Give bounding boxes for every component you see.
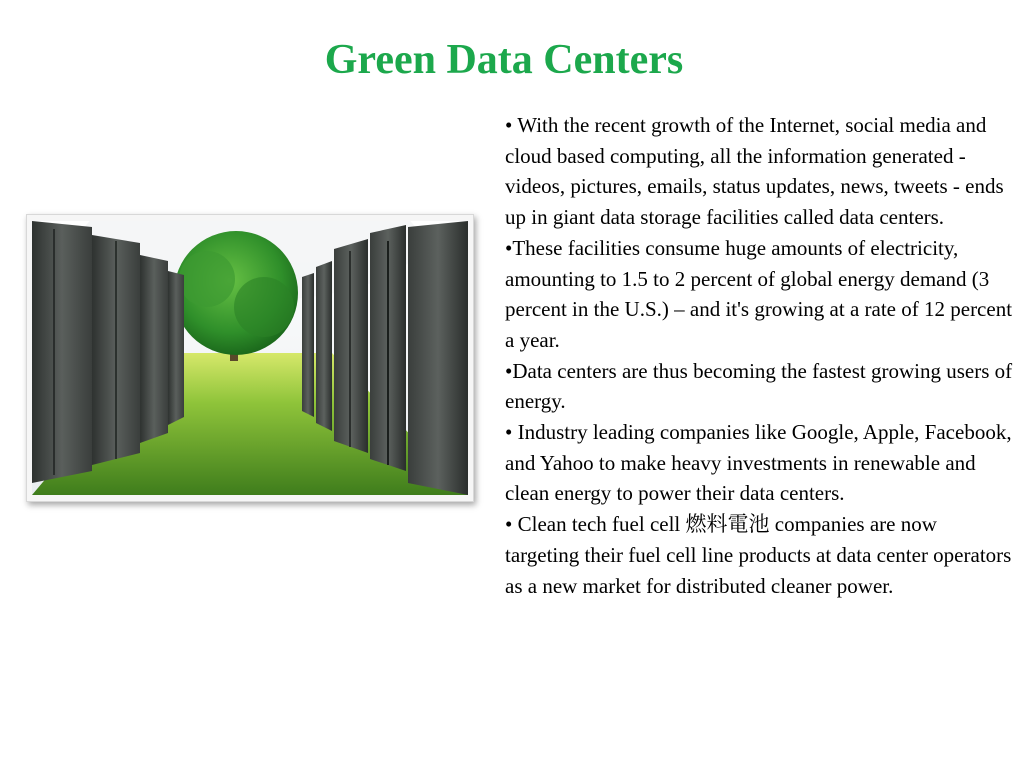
slide-title: Green Data Centers xyxy=(324,37,684,83)
bullet-item: • With the recent growth of the Internet, social media and cloud based computing, all the information generated - videos, pictures, emails, status updates, news, tweets - ends up in giant data storage facilities called data centers. xyxy=(505,113,1004,230)
bullet-list xyxy=(505,110,1015,601)
bullet-item: • Clean tech fuel cell 燃料電池 companies are now targeting their fuel cell line products at data center operators as a new market for distributed cleaner power. xyxy=(505,512,1012,598)
bullet-item: • Industry leading companies like Google, Apple, Facebook, and Yahoo to make heavy investments in renewable and clean energy to power their data centers. xyxy=(505,420,1012,506)
green-datacenter-photo xyxy=(26,214,474,502)
server-corridor-illustration xyxy=(32,221,468,495)
bullet-item: •These facilities consume huge amounts of electricity, amounting to 1.5 to 2 percent of global energy demand (3 percent in the U.S.) – and it's growing at a rate of 12 percent a year. xyxy=(505,235,1013,352)
bullet-item: •Data centers are thus becoming the fastest growing users of energy. xyxy=(505,358,1013,414)
